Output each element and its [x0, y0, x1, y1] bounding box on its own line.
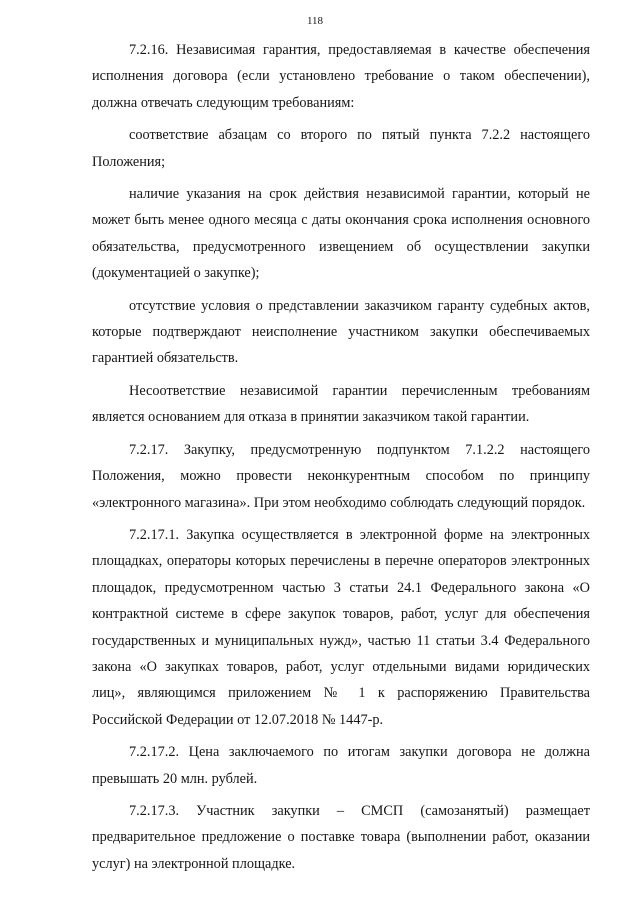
- paragraph-requirement-3: отсутствие условия о представлении заказчиком гаранту судебных актов, которые подтверждают неисполнение участником закупки обеспечиваемых гарантией обязательств.: [92, 297, 590, 367]
- paragraph-7-2-16: 7.2.16. Независимая гарантия, предоставляемая в качестве обеспечения исполнения договора (если установлено требование о таком обеспечении), должна отвечать следующим требованиям:: [92, 42, 590, 111]
- paragraph-7-2-17-3: 7.2.17.3. Участник закупки – СМСП (самозанятый) размещает предварительное предложение о поставке товара (выполнении работ, оказании услуг) на электронной площадке.: [92, 802, 590, 872]
- paragraph-nonconformity: Несоответствие независимой гарантии перечисленным требованиям является основанием для отказа в принятии заказчиком такой гарантии.: [92, 382, 590, 426]
- paragraph-7-2-17-1: 7.2.17.1. Закупка осуществляется в электронной форме на электронных площадках, операторы которых перечислены в перечне операторов электронных площадок, предусмотренном частью 3 статьи 24.1 Федерального закона «О контрактной системе в сфере закупок товаров, работ, услуг для обеспечения государственных и муниципальных нужд», частью 11 статьи 3.4 Федерального закона «О закупках товаров, работ, услуг отдельными видами юридических лиц», являющимся приложением № 1 к распоряжению Правительства Российской Федерации от 12.07.2018 № 1447-р.: [92, 526, 590, 728]
- paragraph-7-2-17: 7.2.17. Закупку, предусмотренную подпунктом 7.1.2.2 настоящего Положения, можно провести неконкурентным способом по принципу «электронного магазина». При этом необходимо соблюдать следующий порядок.: [92, 441, 590, 511]
- paragraph-7-2-17-2: 7.2.17.2. Цена заключаемого по итогам закупки договора не должна превышать 20 млн. рублей.: [92, 744, 590, 787]
- page-number: 118: [306, 15, 324, 27]
- paragraph-requirement-1: соответствие абзацам со второго по пятый пункта 7.2.2 настоящего Положения;: [92, 127, 590, 170]
- paragraph-requirement-2: наличие указания на срок действия независимой гарантии, который не может быть менее одного месяца с даты окончания срока исполнения основного обязательства, предусмотренного извещением об осуществлении закупки (документацией о закупке);: [92, 186, 590, 282]
- document-body: [92, 37, 590, 877]
